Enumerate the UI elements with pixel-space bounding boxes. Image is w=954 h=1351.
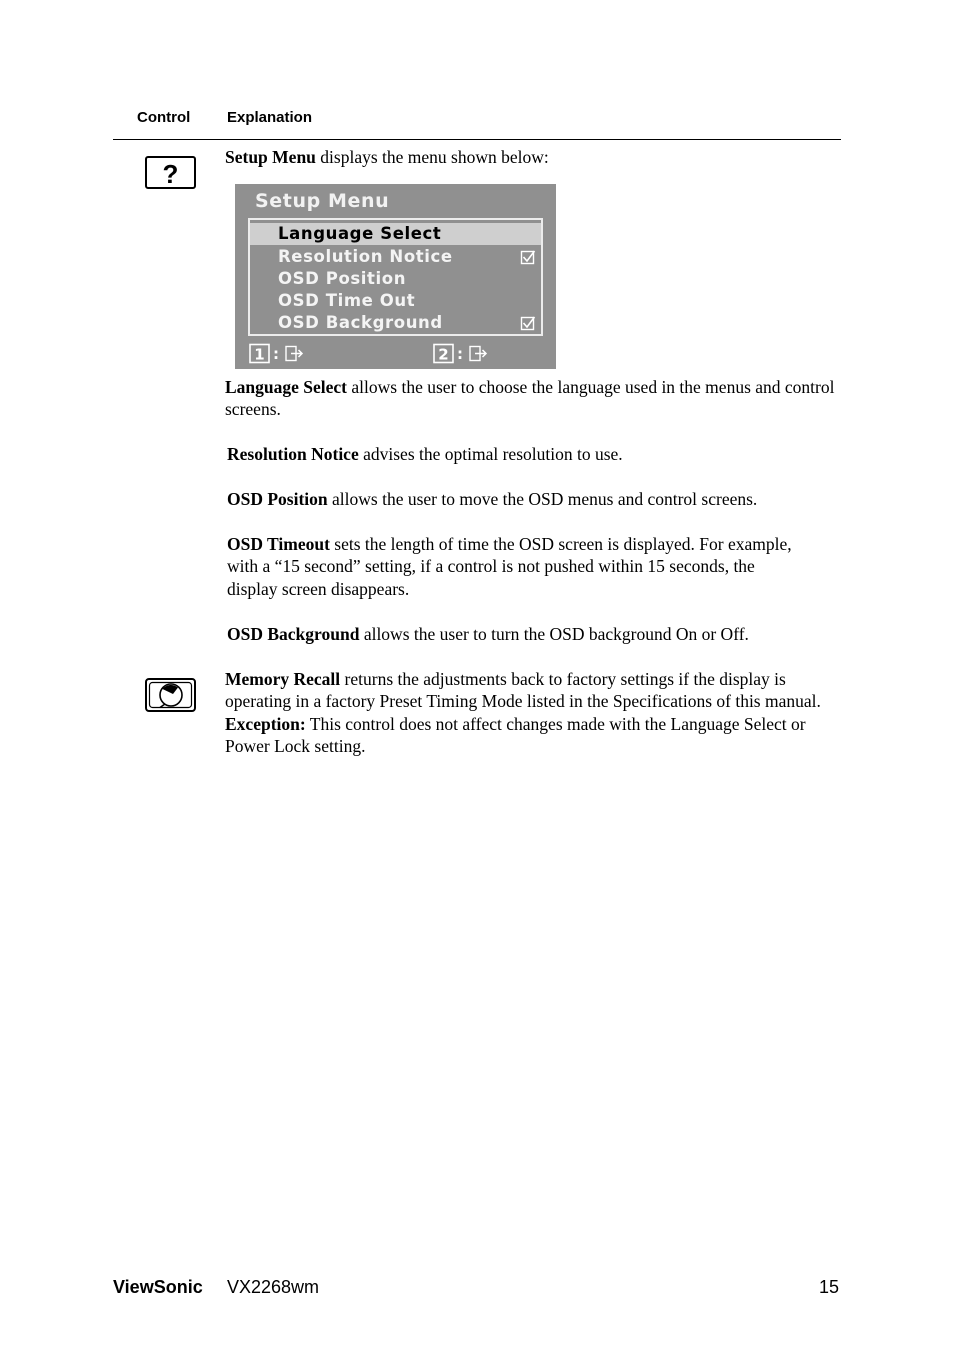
osd-menu-list — [248, 218, 543, 336]
exception-label: Exception: — [225, 713, 306, 734]
footer-brand: ViewSonic — [113, 1277, 203, 1297]
setup-intro-rest: displays the menu shown below: — [315, 147, 549, 167]
checkbox-checked-icon — [520, 249, 536, 269]
definition: allows the user to turn the OSD background On or Off. — [359, 624, 749, 644]
osd-item-label: Language Select — [278, 224, 442, 243]
hint-separator: : — [457, 345, 463, 363]
term: Memory Recall — [225, 669, 341, 689]
osd-item-label: Resolution Notice — [278, 247, 453, 266]
desc-osd-position — [227, 488, 842, 510]
osd-item-resolution-notice[interactable] — [250, 246, 541, 268]
desc-language-select — [225, 376, 840, 421]
column-header-control: Control — [137, 109, 191, 126]
desc-osd-timeout — [227, 533, 799, 600]
osd-hint-button-1 — [249, 343, 309, 365]
osd-item-language-select[interactable] — [250, 223, 541, 245]
page-number: 15 — [819, 1277, 840, 1297]
button-1-key: 1 — [254, 345, 265, 364]
button-2-key: 2 — [438, 345, 449, 364]
osd-setup-menu — [235, 184, 556, 369]
exception-text: This control does not affect changes made with the Language Select or Power Lock setting. — [225, 713, 806, 757]
question-mark-icon — [145, 156, 197, 195]
term: OSD Timeout — [227, 534, 330, 554]
term: OSD Position — [227, 489, 328, 509]
term: OSD Background — [227, 624, 360, 644]
column-header-explanation: Explanation — [227, 109, 313, 126]
hint-separator: : — [273, 345, 279, 363]
desc-osd-background — [227, 623, 842, 645]
setup-intro-bold: Setup Menu — [225, 147, 316, 167]
desc-resolution-notice — [227, 443, 842, 465]
osd-menu-title: Setup Menu — [255, 190, 390, 212]
osd-item-label: OSD Time Out — [278, 291, 416, 310]
term: Language Select — [225, 377, 348, 397]
memory-recall-description — [225, 668, 841, 758]
osd-item-osd-position[interactable] — [250, 268, 541, 290]
osd-hint-button-2 — [433, 343, 493, 365]
setup-intro — [225, 146, 840, 168]
definition: returns the adjustments back to factory settings if the display is operating in a factory Preset Timing Mode listed in the Specifications of this manual. — [225, 669, 821, 712]
question-mark-glyph: ? — [162, 159, 179, 189]
osd-item-osd-background[interactable] — [250, 312, 541, 334]
definition: sets the length of time the OSD screen is displayed. For example, with a “15 second” setting, if a control is not pushed within 15 seconds, the display screen disappears. — [227, 534, 792, 599]
definition: allows the user to move the OSD menus and control screens. — [327, 489, 758, 509]
osd-item-label: OSD Position — [278, 269, 407, 288]
memory-recall-icon — [145, 678, 197, 718]
term: Resolution Notice — [227, 444, 359, 464]
definition: advises the optimal resolution to use. — [358, 444, 623, 464]
definition: allows the user to choose the language used in the menus and control screens. — [225, 377, 835, 420]
exit-icon — [286, 347, 302, 361]
enter-icon — [470, 347, 486, 361]
footer-model: VX2268wm — [227, 1277, 320, 1297]
osd-item-osd-time-out[interactable] — [250, 290, 541, 312]
osd-item-label: OSD Background — [278, 313, 443, 332]
header-divider — [113, 139, 841, 140]
checkbox-checked-icon — [520, 315, 536, 335]
